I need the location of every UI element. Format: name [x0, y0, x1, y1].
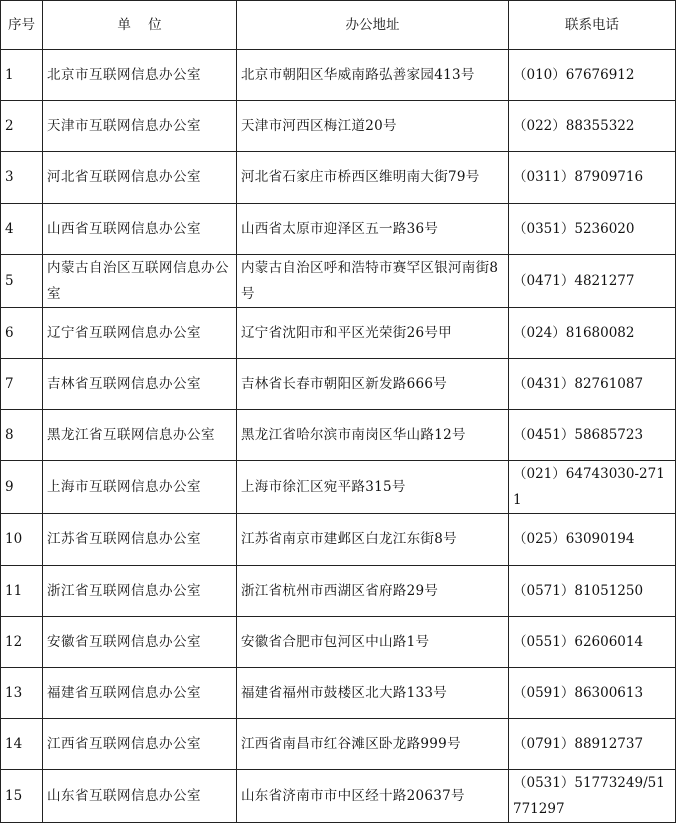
row-unit: 江西省互联网信息办公室: [43, 719, 237, 770]
row-phone: （0591）86300613: [509, 667, 676, 718]
row-unit: 辽宁省互联网信息办公室: [43, 307, 237, 358]
row-phone: （021）64743030-2711: [509, 461, 676, 514]
header-seq: 序号: [1, 1, 43, 50]
row-unit: 山西省互联网信息办公室: [43, 203, 237, 254]
row-phone: （022）88355322: [509, 101, 676, 152]
row-phone: （010）67676912: [509, 50, 676, 101]
table-body: [1, 50, 676, 823]
table-row: [1, 307, 676, 358]
header-phone: 联系电话: [509, 1, 676, 50]
table-row: [1, 203, 676, 254]
row-unit: 黑龙江省互联网信息办公室: [43, 410, 237, 461]
row-unit: 吉林省互联网信息办公室: [43, 358, 237, 409]
row-address: 河北省石家庄市桥西区维明南大街79号: [237, 152, 509, 203]
row-address: 辽宁省沈阳市和平区光荣街26号甲: [237, 307, 509, 358]
header-unit: 单 位: [43, 1, 237, 50]
table-row: [1, 461, 676, 514]
table-row: [1, 410, 676, 461]
row-unit: 安徽省互联网信息办公室: [43, 616, 237, 667]
row-seq: 15: [1, 770, 43, 823]
row-seq: 14: [1, 719, 43, 770]
table-row: [1, 719, 676, 770]
row-phone: （0451）58685723: [509, 410, 676, 461]
row-address: 吉林省长春市朝阳区新发路666号: [237, 358, 509, 409]
row-seq: 7: [1, 358, 43, 409]
row-address: 内蒙古自治区呼和浩特市赛罕区银河南街8号: [237, 254, 509, 307]
row-address: 山西省太原市迎泽区五一路36号: [237, 203, 509, 254]
header-address: 办公地址: [237, 1, 509, 50]
table-row: [1, 152, 676, 203]
table-row: [1, 254, 676, 307]
row-unit: 内蒙古自治区互联网信息办公室: [43, 254, 237, 307]
row-seq: 13: [1, 667, 43, 718]
row-address: 山东省济南市市中区经十路20637号: [237, 770, 509, 823]
row-address: 浙江省杭州市西湖区省府路29号: [237, 565, 509, 616]
table-row: [1, 667, 676, 718]
row-seq: 1: [1, 50, 43, 101]
table-row: [1, 101, 676, 152]
row-address: 黑龙江省哈尔滨市南岗区华山路12号: [237, 410, 509, 461]
row-address: 江苏省南京市建邺区白龙江东街8号: [237, 514, 509, 565]
row-unit: 北京市互联网信息办公室: [43, 50, 237, 101]
row-unit: 河北省互联网信息办公室: [43, 152, 237, 203]
row-phone: （0791）88912737: [509, 719, 676, 770]
row-seq: 2: [1, 101, 43, 152]
row-seq: 10: [1, 514, 43, 565]
row-seq: 3: [1, 152, 43, 203]
row-seq: 5: [1, 254, 43, 307]
row-unit: 天津市互联网信息办公室: [43, 101, 237, 152]
row-seq: 12: [1, 616, 43, 667]
row-seq: 4: [1, 203, 43, 254]
row-phone: （025）63090194: [509, 514, 676, 565]
row-phone: （0551）62606014: [509, 616, 676, 667]
row-unit: 福建省互联网信息办公室: [43, 667, 237, 718]
row-unit: 山东省互联网信息办公室: [43, 770, 237, 823]
row-address: 福建省福州市鼓楼区北大路133号: [237, 667, 509, 718]
row-phone: （024）81680082: [509, 307, 676, 358]
table-row: [1, 358, 676, 409]
table-row: [1, 565, 676, 616]
table-row: [1, 616, 676, 667]
row-address: 天津市河西区梅江道20号: [237, 101, 509, 152]
row-seq: 9: [1, 461, 43, 514]
row-unit: 江苏省互联网信息办公室: [43, 514, 237, 565]
row-seq: 11: [1, 565, 43, 616]
row-address: 北京市朝阳区华威南路弘善家园413号: [237, 50, 509, 101]
table-header-row: [1, 1, 676, 50]
row-seq: 6: [1, 307, 43, 358]
row-phone: （0351）5236020: [509, 203, 676, 254]
table-row: [1, 514, 676, 565]
row-unit: 上海市互联网信息办公室: [43, 461, 237, 514]
row-phone: （0431）82761087: [509, 358, 676, 409]
row-address: 安徽省合肥市包河区中山路1号: [237, 616, 509, 667]
row-phone: （0311）87909716: [509, 152, 676, 203]
row-phone: （0471）4821277: [509, 254, 676, 307]
row-address: 上海市徐汇区宛平路315号: [237, 461, 509, 514]
row-phone: （0571）81051250: [509, 565, 676, 616]
table-row: [1, 50, 676, 101]
row-address: 江西省南昌市红谷滩区卧龙路999号: [237, 719, 509, 770]
row-seq: 8: [1, 410, 43, 461]
row-unit: 浙江省互联网信息办公室: [43, 565, 237, 616]
row-phone: （0531）51773249/51771297: [509, 770, 676, 823]
table-row: [1, 770, 676, 823]
